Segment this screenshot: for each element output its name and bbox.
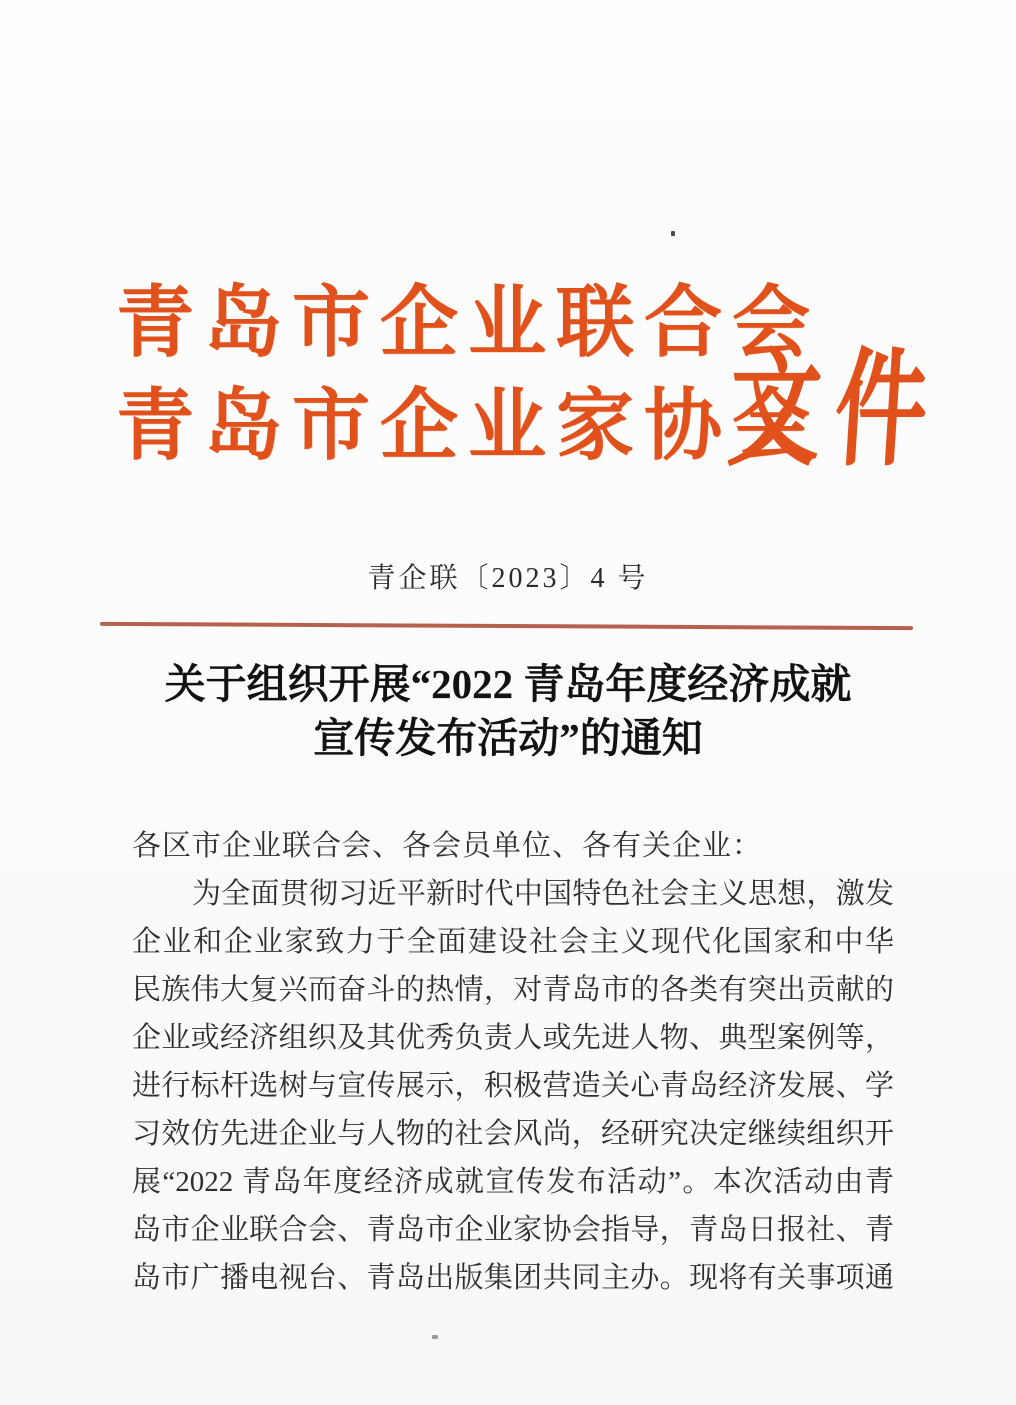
body-line: 展“2022 青岛年度经济成就宣传发布活动”。本次活动由青 [132,1166,894,1198]
body-line: 习效仿先进企业与人物的社会风尚，经研究决定继续组织开 [132,1118,894,1150]
body-line: 岛市广播电视台、青岛出版集团共同主办。现将有关事项通 [132,1262,894,1294]
document-number: 青企联〔2023〕4 号 [367,563,649,594]
letterhead-org-name-1: 青岛市企业联合会 [116,279,821,366]
body-line: 为全面贯彻习近平新时代中国特色社会主义思想，激发 [192,878,894,910]
body-line: 企业和企业家致力于全面建设社会主义现代化国家和中华 [132,926,894,958]
red-header-divider [100,622,913,630]
letterhead-org-name-2: 青岛市企业家协会 [116,382,821,469]
document-title-line-2: 宣传发布活动”的通知 [313,715,703,761]
body-line: 岛市企业联合会、青岛市企业家协会指导，青岛日报社、青 [132,1214,894,1246]
body-line: 企业或经济组织及其优秀负责人或先进人物、典型案例等， [132,1022,894,1054]
letterhead-doc-type-label: 文件 [724,340,946,481]
scan-speck [432,1335,438,1339]
scan-speck [671,231,675,236]
document-title-line-1: 关于组织开展“2022 青岛年度经济成就 [164,661,852,707]
body-line: 民族伟大复兴而奋斗的热情，对青岛市的各类有突出贡献的 [132,974,894,1006]
body-line: 进行标杆选树与宣传展示，积极营造关心青岛经济发展、学 [132,1070,894,1102]
document-body [132,822,894,1302]
body-line: 各区市企业联合会、各会员单位、各有关企业： [132,830,763,862]
